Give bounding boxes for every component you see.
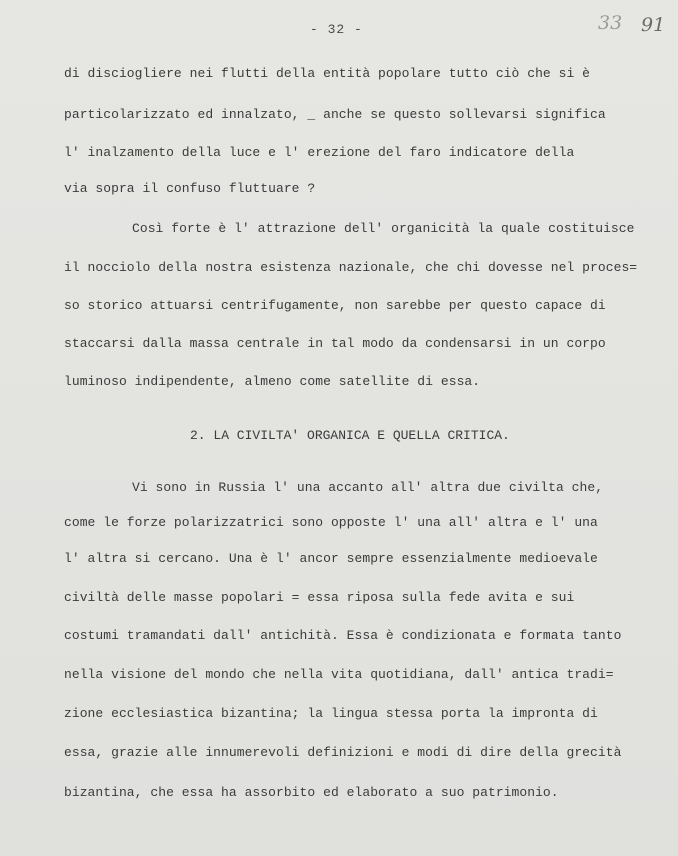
section-heading: 2. LA CIVILTA' ORGANICA E QUELLA CRITICA.: [190, 428, 510, 443]
text-line: di disciogliere nei flutti della entità popolare tutto ciò che si è: [64, 66, 591, 81]
text-line: staccarsi dalla massa centrale in tal modo da condensarsi in un corpo: [64, 336, 606, 351]
text-line: il nocciolo della nostra esistenza nazionale, che chi dovesse nel proces=: [64, 260, 638, 275]
archive-number-ink: 91: [641, 14, 666, 36]
text-line: nella visione del mondo che nella vita quotidiana, dall' antica tradi=: [64, 667, 614, 682]
text-line: particolarizzato ed innalzato, _ anche se questo sollevarsi significa: [64, 107, 606, 122]
text-line: civiltà delle masse popolari = essa riposa sulla fede avita e sui: [64, 590, 575, 605]
text-line: Vi sono in Russia l' una accanto all' altra due civilta che,: [132, 480, 604, 495]
text-line: essa, grazie alle innumerevoli definizioni e modi di dire della grecità: [64, 745, 622, 760]
text-line: bizantina, che essa ha assorbito ed elaborato a suo patrimonio.: [64, 785, 559, 800]
text-line: Così forte è l' attrazione dell' organicità la quale costituisce: [132, 221, 635, 236]
text-line: zione ecclesiastica bizantina; la lingua stessa porta la impronta di: [64, 706, 598, 721]
text-line: l' altra si cercano. Una è l' ancor sempre essenzialmente medioevale: [64, 551, 598, 566]
text-line: l' inalzamento della luce e l' erezione del faro indicatore della: [64, 145, 575, 160]
text-line: luminoso indipendente, almeno come satellite di essa.: [64, 374, 481, 389]
archive-number-pencil: 33: [598, 12, 623, 34]
text-line: come le forze polarizzatrici sono opposte l' una all' altra e l' una: [64, 515, 598, 530]
page-number-marker: - 32 -: [310, 22, 363, 37]
text-line: via sopra il confuso fluttuare ?: [64, 181, 316, 196]
text-line: costumi tramandati dall' antichità. Essa è condizionata e formata tanto: [64, 628, 622, 643]
text-line: so storico attuarsi centrifugamente, non sarebbe per questo capace di: [64, 298, 606, 313]
